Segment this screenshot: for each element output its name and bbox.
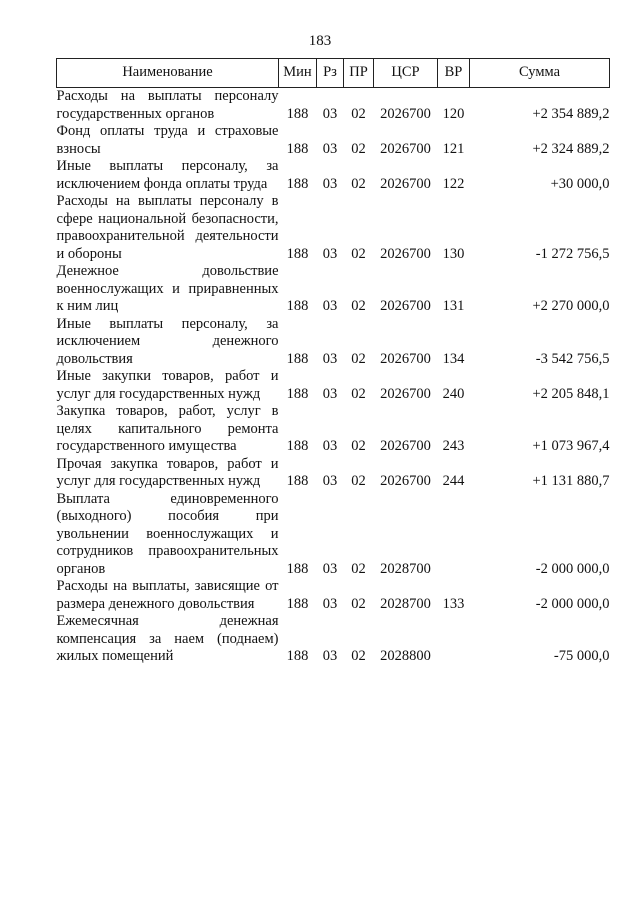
cell-name: Фонд оплаты труда и страховые взносы (56, 123, 279, 157)
column-header-csr: ЦСР (374, 59, 438, 88)
cell-vr: 131 (442, 298, 465, 314)
cell-csr: 2026700 (380, 473, 431, 489)
cell-vr: 122 (442, 175, 465, 192)
cell-min: 188 (286, 648, 309, 664)
cell-pr: 02 (351, 298, 366, 314)
cell-name: Ежемесячная денежная компенсация за наем (поднаем) жилых помещений (56, 613, 279, 664)
cell-min: 188 (286, 385, 309, 402)
table-row (57, 456, 610, 491)
cell-vr: 121 (442, 140, 465, 157)
cell-sum: -2 000 000,0 (535, 560, 610, 577)
cell-name: Денежное довольствие военнослужащих и приравненных к ним лиц (56, 263, 279, 314)
cell-rz: 03 (322, 438, 338, 454)
table-row (57, 158, 610, 193)
cell-name: Расходы на выплаты персоналу государственных органов (56, 88, 279, 122)
table-row (57, 578, 610, 613)
cell-name: Иные выплаты персоналу, за исключением фонда оплаты труда (56, 158, 279, 192)
cell-sum: -75 000,0 (553, 648, 610, 664)
column-header-sum: Сумма (470, 59, 610, 88)
cell-vr: 130 (442, 245, 465, 262)
cell-min: 188 (286, 438, 309, 454)
cell-rz: 03 (322, 298, 338, 314)
cell-vr: 244 (442, 473, 465, 489)
cell-vr: 134 (442, 350, 465, 367)
table-row (57, 368, 610, 403)
cell-pr: 02 (351, 175, 366, 192)
cell-csr: 2026700 (380, 350, 431, 367)
cell-pr: 02 (351, 350, 366, 367)
cell-rz: 03 (322, 175, 338, 192)
cell-rz: 03 (322, 648, 338, 664)
cell-pr: 02 (351, 140, 366, 157)
column-header-name: Наименование (57, 59, 279, 88)
cell-pr: 02 (351, 473, 366, 489)
column-header-vr: ВР (438, 59, 470, 88)
table-row (57, 613, 610, 666)
cell-min: 188 (286, 350, 309, 367)
column-header-pr: ПР (344, 59, 374, 88)
column-header-min: Мин (279, 59, 317, 88)
cell-vr: 120 (442, 105, 465, 122)
column-header-rz: Рз (317, 59, 344, 88)
cell-pr: 02 (351, 245, 366, 262)
cell-sum: -2 000 000,0 (535, 595, 610, 612)
cell-rz: 03 (322, 473, 338, 489)
cell-name: Выплата единовременного (выходного) пособия при увольнении военнослужащих и сотрудников правоохранительных органов (56, 490, 279, 577)
table-row (57, 88, 610, 124)
cell-csr: 2026700 (380, 245, 431, 262)
cell-min: 188 (286, 560, 309, 577)
cell-csr: 2026700 (380, 175, 431, 192)
cell-rz: 03 (322, 245, 338, 262)
cell-rz: 03 (322, 385, 338, 402)
cell-sum: +2 270 000,0 (532, 298, 610, 314)
cell-csr: 2026700 (380, 105, 431, 122)
cell-pr: 02 (351, 648, 366, 664)
cell-rz: 03 (322, 140, 338, 157)
cell-pr: 02 (351, 385, 366, 402)
cell-sum: +2 205 848,1 (532, 385, 610, 402)
cell-name: Иные выплаты персоналу, за исключением денежного довольствия (56, 315, 279, 367)
cell-sum: -1 272 756,5 (535, 245, 610, 262)
table-row (57, 263, 610, 316)
table-row (57, 316, 610, 369)
cell-csr: 2026700 (380, 298, 431, 314)
cell-pr: 02 (351, 595, 366, 612)
cell-rz: 03 (322, 595, 338, 612)
cell-rz: 03 (322, 350, 338, 367)
cell-pr: 02 (351, 438, 366, 454)
table-row (57, 123, 610, 158)
cell-rz: 03 (322, 560, 338, 577)
cell-name: Иные закупки товаров, работ и услуг для государственных нужд (56, 368, 279, 402)
cell-min: 188 (286, 245, 309, 262)
cell-name: Прочая закупка товаров, работ и услуг для государственных нужд (56, 455, 279, 489)
cell-sum: +2 324 889,2 (532, 140, 610, 157)
cell-vr: 243 (442, 438, 465, 454)
cell-csr: 2028700 (380, 560, 431, 577)
cell-csr: 2026700 (380, 438, 431, 454)
cell-min: 188 (286, 595, 309, 612)
cell-name: Расходы на выплаты, зависящие от размера денежного довольствия (56, 578, 279, 612)
budget-table (56, 58, 610, 666)
cell-vr (438, 613, 470, 666)
cell-csr: 2026700 (380, 140, 431, 157)
cell-min: 188 (286, 473, 309, 489)
cell-min: 188 (286, 105, 309, 122)
cell-name: Расходы на выплаты персоналу в сфере национальной безопасности, правоохранительной деятельности и обороны (56, 193, 279, 262)
cell-vr: 133 (442, 595, 465, 612)
cell-csr: 2028700 (380, 595, 431, 612)
table-header (57, 59, 610, 88)
cell-vr (438, 491, 470, 579)
cell-pr: 02 (351, 560, 366, 577)
cell-sum: -3 542 756,5 (535, 350, 610, 367)
cell-min: 188 (286, 298, 309, 314)
table-row (57, 491, 610, 579)
page-number: 183 (308, 33, 332, 49)
table-row (57, 403, 610, 456)
cell-sum: +2 354 889,2 (532, 105, 610, 122)
cell-name: Закупка товаров, работ, услуг в целях капитального ремонта государственного имущества (56, 403, 279, 454)
cell-min: 188 (286, 175, 309, 192)
table-row (57, 193, 610, 263)
table-body (57, 88, 610, 666)
cell-csr: 2026700 (380, 385, 431, 402)
cell-rz: 03 (322, 105, 338, 122)
cell-sum: +1 131 880,7 (532, 473, 610, 489)
cell-vr: 240 (442, 385, 465, 402)
cell-pr: 02 (351, 105, 366, 122)
cell-min: 188 (286, 140, 309, 157)
cell-sum: +30 000,0 (550, 175, 610, 192)
cell-csr: 2028800 (380, 648, 431, 664)
cell-sum: +1 073 967,4 (532, 438, 610, 454)
